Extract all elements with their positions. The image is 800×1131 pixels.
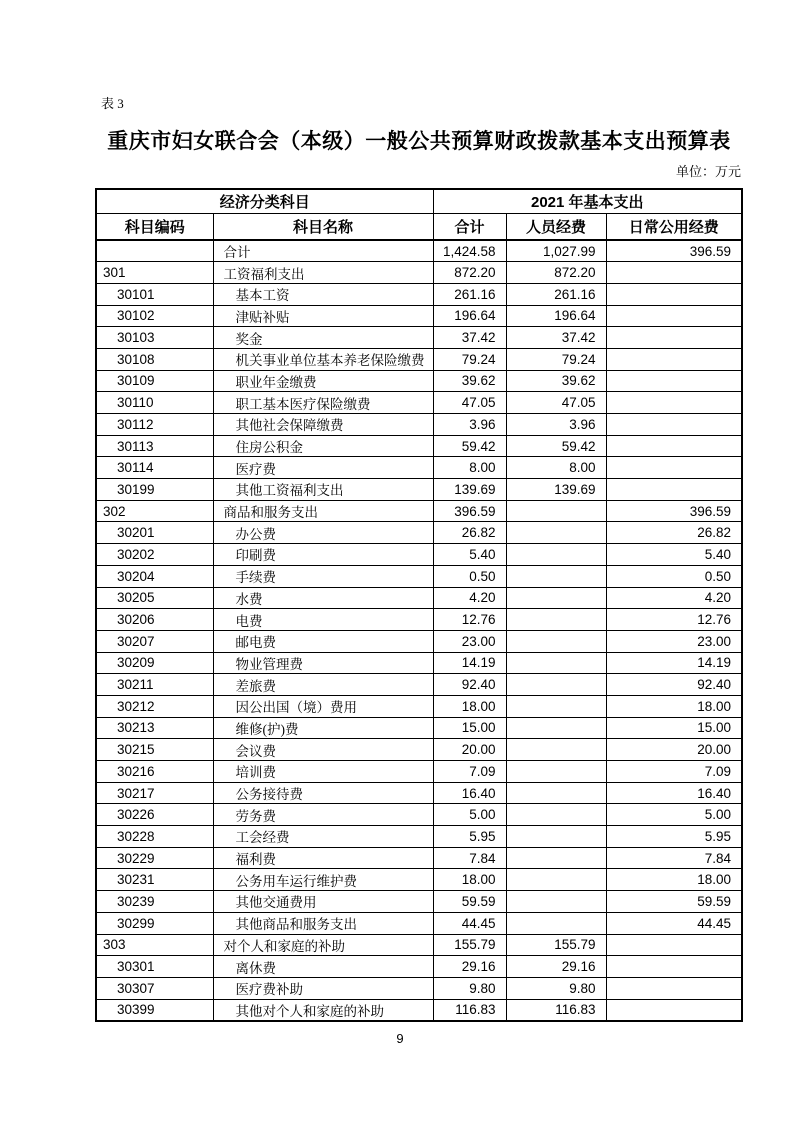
table-row (96, 479, 742, 501)
cell-personnel-funds (506, 674, 606, 696)
table-row (96, 999, 742, 1021)
cell-total: 47.05 (433, 392, 506, 414)
cell-subject-code: 30239 (96, 891, 213, 913)
cell-total: 79.24 (433, 348, 506, 370)
cell-personnel-funds: 29.16 (506, 956, 606, 978)
cell-subject-name: 印刷费 (213, 544, 433, 566)
table-row (96, 977, 742, 999)
cell-subject-name: 其他交通费用 (213, 891, 433, 913)
cell-subject-name: 水费 (213, 587, 433, 609)
cell-personnel-funds: 59.42 (506, 435, 606, 457)
cell-personnel-funds: 37.42 (506, 327, 606, 349)
cell-subject-name: 电费 (213, 609, 433, 631)
cell-subject-code: 30207 (96, 630, 213, 652)
cell-personnel-funds (506, 544, 606, 566)
cell-subject-name: 津贴补贴 (213, 305, 433, 327)
cell-subject-code: 30217 (96, 782, 213, 804)
header-col-name: 科目名称 (213, 213, 433, 240)
cell-subject-name: 合计 (213, 240, 433, 262)
cell-daily-public-funds (606, 370, 742, 392)
cell-subject-code: 30231 (96, 869, 213, 891)
cell-subject-code: 30226 (96, 804, 213, 826)
cell-subject-code: 30307 (96, 977, 213, 999)
cell-daily-public-funds: 5.95 (606, 826, 742, 848)
cell-daily-public-funds: 5.40 (606, 544, 742, 566)
header-col-personnel: 人员经费 (506, 213, 606, 240)
cell-total: 5.40 (433, 544, 506, 566)
cell-subject-code: 30206 (96, 609, 213, 631)
cell-subject-name: 商品和服务支出 (213, 500, 433, 522)
cell-subject-name: 物业管理费 (213, 652, 433, 674)
cell-personnel-funds (506, 500, 606, 522)
cell-daily-public-funds (606, 457, 742, 479)
cell-subject-name: 其他工资福利支出 (213, 479, 433, 501)
cell-total: 18.00 (433, 869, 506, 891)
cell-daily-public-funds (606, 348, 742, 370)
cell-total: 7.84 (433, 847, 506, 869)
cell-total: 261.16 (433, 283, 506, 305)
cell-total: 7.09 (433, 761, 506, 783)
cell-personnel-funds: 872.20 (506, 262, 606, 284)
cell-subject-code: 30399 (96, 999, 213, 1021)
cell-subject-code: 30211 (96, 674, 213, 696)
cell-total: 116.83 (433, 999, 506, 1021)
cell-daily-public-funds (606, 956, 742, 978)
cell-total: 18.00 (433, 695, 506, 717)
cell-personnel-funds (506, 739, 606, 761)
cell-total: 39.62 (433, 370, 506, 392)
table-row (96, 891, 742, 913)
cell-subject-code: 30212 (96, 695, 213, 717)
cell-subject-name: 会议费 (213, 739, 433, 761)
cell-personnel-funds (506, 826, 606, 848)
cell-subject-name: 职工基本医疗保险缴费 (213, 392, 433, 414)
header-group-row (96, 189, 742, 213)
cell-personnel-funds (506, 587, 606, 609)
cell-total: 14.19 (433, 652, 506, 674)
table-header (96, 189, 742, 240)
cell-subject-code: 30108 (96, 348, 213, 370)
table-row (96, 544, 742, 566)
cell-personnel-funds: 3.96 (506, 414, 606, 436)
cell-daily-public-funds (606, 283, 742, 305)
table-row (96, 587, 742, 609)
cell-personnel-funds (506, 869, 606, 891)
page-title: 重庆市妇女联合会（本级）一般公共预算财政拨款基本支出预算表 (107, 129, 731, 153)
cell-subject-code: 30204 (96, 565, 213, 587)
cell-subject-code: 30101 (96, 283, 213, 305)
cell-subject-name: 办公费 (213, 522, 433, 544)
cell-personnel-funds: 8.00 (506, 457, 606, 479)
cell-total: 20.00 (433, 739, 506, 761)
cell-personnel-funds: 196.64 (506, 305, 606, 327)
cell-personnel-funds (506, 782, 606, 804)
cell-subject-name: 离休费 (213, 956, 433, 978)
cell-daily-public-funds (606, 999, 742, 1021)
cell-total: 59.59 (433, 891, 506, 913)
cell-subject-code: 302 (96, 500, 213, 522)
cell-personnel-funds (506, 695, 606, 717)
cell-subject-code: 30112 (96, 414, 213, 436)
cell-subject-name: 培训费 (213, 761, 433, 783)
cell-subject-code: 301 (96, 262, 213, 284)
table-row (96, 912, 742, 934)
header-group-subject: 经济分类科目 (96, 189, 433, 213)
cell-personnel-funds (506, 847, 606, 869)
cell-personnel-funds (506, 609, 606, 631)
cell-subject-code: 30114 (96, 457, 213, 479)
table-row (96, 804, 742, 826)
table-row (96, 522, 742, 544)
cell-daily-public-funds: 16.40 (606, 782, 742, 804)
cell-total: 23.00 (433, 630, 506, 652)
cell-total: 37.42 (433, 327, 506, 349)
table-row (96, 305, 742, 327)
cell-total: 16.40 (433, 782, 506, 804)
cell-personnel-funds: 79.24 (506, 348, 606, 370)
cell-subject-name: 其他社会保障缴费 (213, 414, 433, 436)
table-row (96, 652, 742, 674)
cell-daily-public-funds: 7.09 (606, 761, 742, 783)
cell-total: 59.42 (433, 435, 506, 457)
cell-personnel-funds: 39.62 (506, 370, 606, 392)
cell-subject-name: 其他对个人和家庭的补助 (213, 999, 433, 1021)
cell-total: 5.00 (433, 804, 506, 826)
cell-subject-name: 公务接待费 (213, 782, 433, 804)
table-number-label: 表 3 (101, 96, 124, 111)
cell-subject-name: 维修(护)费 (213, 717, 433, 739)
cell-subject-code: 30228 (96, 826, 213, 848)
table-row (96, 695, 742, 717)
table-row (96, 782, 742, 804)
table-row (96, 847, 742, 869)
cell-daily-public-funds: 14.19 (606, 652, 742, 674)
cell-total: 4.20 (433, 587, 506, 609)
cell-total: 3.96 (433, 414, 506, 436)
cell-personnel-funds (506, 804, 606, 826)
table-row (96, 392, 742, 414)
cell-subject-code: 30205 (96, 587, 213, 609)
cell-personnel-funds: 1,027.99 (506, 240, 606, 262)
cell-total: 396.59 (433, 500, 506, 522)
cell-daily-public-funds (606, 262, 742, 284)
cell-daily-public-funds: 92.40 (606, 674, 742, 696)
header-col-daily: 日常公用经费 (606, 213, 742, 240)
cell-subject-name: 职业年金缴费 (213, 370, 433, 392)
table-row (96, 826, 742, 848)
cell-daily-public-funds (606, 435, 742, 457)
table-row (96, 869, 742, 891)
cell-subject-code: 30110 (96, 392, 213, 414)
cell-subject-code: 30213 (96, 717, 213, 739)
header-columns-row (96, 213, 742, 240)
header-group-year: 2021 年基本支出 (433, 189, 742, 213)
table-row (96, 327, 742, 349)
cell-personnel-funds: 139.69 (506, 479, 606, 501)
cell-daily-public-funds (606, 305, 742, 327)
cell-subject-code: 30202 (96, 544, 213, 566)
table-row (96, 283, 742, 305)
cell-daily-public-funds: 18.00 (606, 869, 742, 891)
table-row (96, 630, 742, 652)
cell-daily-public-funds: 26.82 (606, 522, 742, 544)
cell-total: 196.64 (433, 305, 506, 327)
cell-subject-code: 30113 (96, 435, 213, 457)
cell-subject-name: 因公出国（境）费用 (213, 695, 433, 717)
table-row (96, 739, 742, 761)
cell-subject-name: 基本工资 (213, 283, 433, 305)
cell-subject-code: 30201 (96, 522, 213, 544)
table-row (96, 348, 742, 370)
cell-daily-public-funds (606, 479, 742, 501)
table-row (96, 934, 742, 956)
cell-total: 29.16 (433, 956, 506, 978)
cell-subject-name: 对个人和家庭的补助 (213, 934, 433, 956)
cell-personnel-funds: 261.16 (506, 283, 606, 305)
cell-subject-name: 其他商品和服务支出 (213, 912, 433, 934)
cell-total: 9.80 (433, 977, 506, 999)
cell-daily-public-funds: 59.59 (606, 891, 742, 913)
cell-daily-public-funds (606, 977, 742, 999)
header-col-code: 科目编码 (96, 213, 213, 240)
cell-personnel-funds (506, 630, 606, 652)
cell-subject-code: 30102 (96, 305, 213, 327)
budget-table (95, 188, 743, 1022)
table-row (96, 414, 742, 436)
table-row (96, 370, 742, 392)
table-row (96, 717, 742, 739)
table-row (96, 674, 742, 696)
cell-total: 5.95 (433, 826, 506, 848)
table-row (96, 457, 742, 479)
cell-personnel-funds: 116.83 (506, 999, 606, 1021)
cell-daily-public-funds: 4.20 (606, 587, 742, 609)
cell-subject-code: 30209 (96, 652, 213, 674)
table-body (96, 240, 742, 1021)
cell-subject-name: 工资福利支出 (213, 262, 433, 284)
table-row (96, 435, 742, 457)
cell-subject-name: 福利费 (213, 847, 433, 869)
cell-subject-code: 30299 (96, 912, 213, 934)
cell-daily-public-funds: 0.50 (606, 565, 742, 587)
cell-subject-name: 劳务费 (213, 804, 433, 826)
cell-total: 139.69 (433, 479, 506, 501)
cell-subject-code: 30109 (96, 370, 213, 392)
table-row (96, 609, 742, 631)
cell-total: 12.76 (433, 609, 506, 631)
cell-daily-public-funds: 18.00 (606, 695, 742, 717)
cell-subject-name: 奖金 (213, 327, 433, 349)
cell-daily-public-funds: 15.00 (606, 717, 742, 739)
cell-personnel-funds: 9.80 (506, 977, 606, 999)
cell-subject-name: 医疗费 (213, 457, 433, 479)
cell-subject-name: 公务用车运行维护费 (213, 869, 433, 891)
cell-daily-public-funds: 44.45 (606, 912, 742, 934)
cell-daily-public-funds (606, 414, 742, 436)
cell-personnel-funds (506, 565, 606, 587)
cell-personnel-funds: 47.05 (506, 392, 606, 414)
cell-daily-public-funds (606, 392, 742, 414)
cell-subject-name: 邮电费 (213, 630, 433, 652)
cell-daily-public-funds: 396.59 (606, 500, 742, 522)
cell-personnel-funds (506, 522, 606, 544)
cell-subject-code: 30229 (96, 847, 213, 869)
cell-subject-code (96, 240, 213, 262)
cell-total: 872.20 (433, 262, 506, 284)
cell-total: 0.50 (433, 565, 506, 587)
table-row (96, 240, 742, 262)
cell-personnel-funds (506, 652, 606, 674)
cell-subject-name: 差旅费 (213, 674, 433, 696)
cell-total: 92.40 (433, 674, 506, 696)
cell-total: 1,424.58 (433, 240, 506, 262)
table-row (96, 761, 742, 783)
cell-personnel-funds (506, 717, 606, 739)
cell-daily-public-funds: 23.00 (606, 630, 742, 652)
unit-note: 单位：万元 (675, 164, 741, 179)
cell-personnel-funds (506, 761, 606, 783)
cell-daily-public-funds (606, 934, 742, 956)
table-row (96, 500, 742, 522)
cell-subject-name: 医疗费补助 (213, 977, 433, 999)
cell-subject-code: 30301 (96, 956, 213, 978)
cell-daily-public-funds: 396.59 (606, 240, 742, 262)
cell-total: 155.79 (433, 934, 506, 956)
cell-total: 26.82 (433, 522, 506, 544)
cell-subject-name: 住房公积金 (213, 435, 433, 457)
cell-personnel-funds (506, 912, 606, 934)
cell-subject-name: 手续费 (213, 565, 433, 587)
cell-subject-code: 303 (96, 934, 213, 956)
cell-subject-name: 机关事业单位基本养老保险缴费 (213, 348, 433, 370)
cell-daily-public-funds (606, 327, 742, 349)
cell-subject-name: 工会经费 (213, 826, 433, 848)
cell-subject-code: 30216 (96, 761, 213, 783)
cell-subject-code: 30103 (96, 327, 213, 349)
cell-subject-code: 30215 (96, 739, 213, 761)
cell-daily-public-funds: 12.76 (606, 609, 742, 631)
cell-subject-code: 30199 (96, 479, 213, 501)
cell-total: 44.45 (433, 912, 506, 934)
cell-personnel-funds (506, 891, 606, 913)
table-row (96, 565, 742, 587)
cell-daily-public-funds: 5.00 (606, 804, 742, 826)
cell-total: 15.00 (433, 717, 506, 739)
cell-daily-public-funds: 20.00 (606, 739, 742, 761)
table-row (96, 956, 742, 978)
header-col-total: 合计 (433, 213, 506, 240)
cell-total: 8.00 (433, 457, 506, 479)
table-row (96, 262, 742, 284)
page-number: 9 (396, 1031, 404, 1046)
cell-daily-public-funds: 7.84 (606, 847, 742, 869)
cell-personnel-funds: 155.79 (506, 934, 606, 956)
